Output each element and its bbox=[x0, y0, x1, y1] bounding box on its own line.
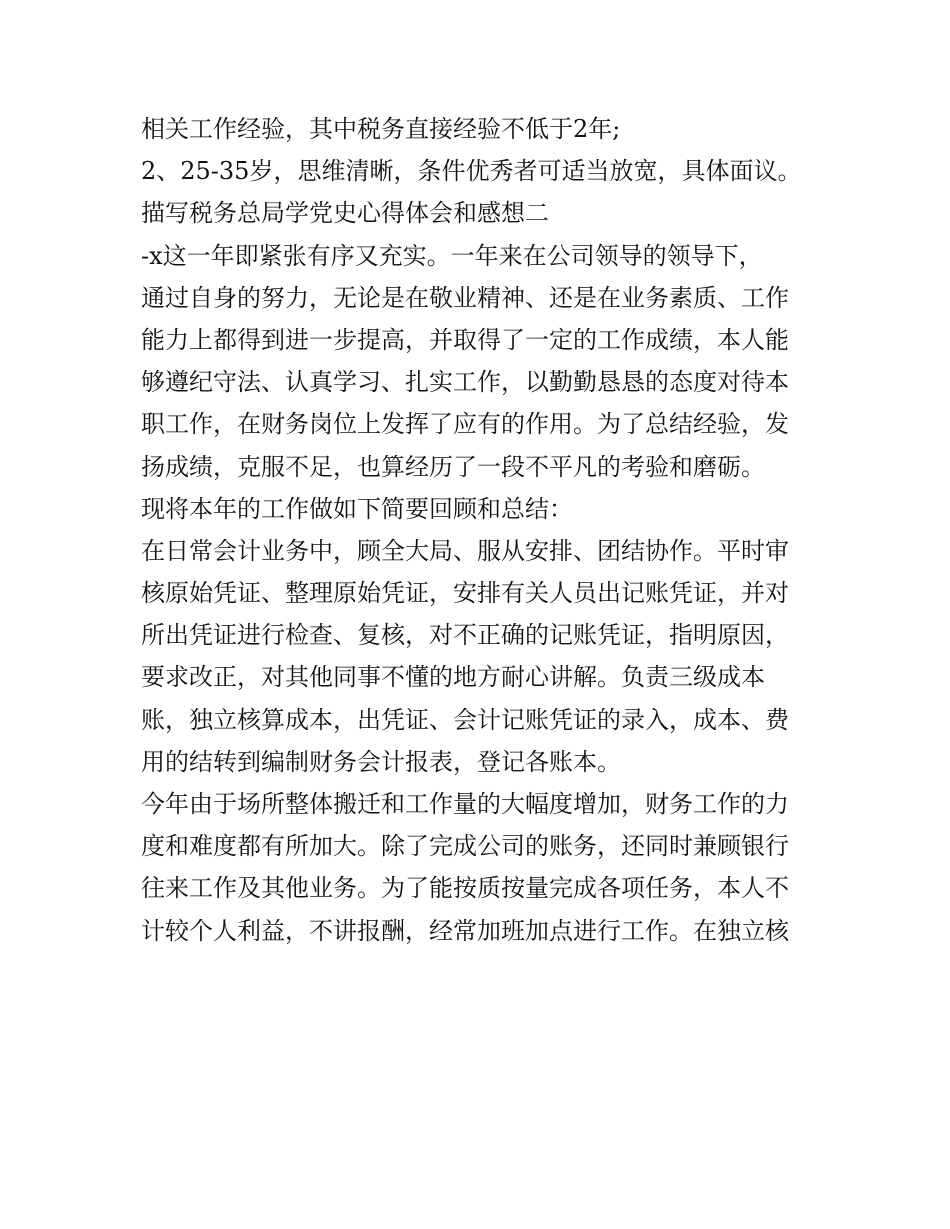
text-line: 扬成绩，克服不足，也算经历了一段不平凡的考验和磨砺。 bbox=[141, 452, 765, 481]
document-body bbox=[141, 108, 821, 952]
text-line: -x这一年即紧张有序又充实。一年来在公司领导的领导下， bbox=[141, 241, 763, 270]
text-line: 核原始凭证、整理原始凭证，安排有关人员出记账凭证，并对 bbox=[141, 579, 789, 608]
section-heading: 描写税务总局学党史心得体会和感想二 bbox=[141, 199, 549, 228]
text-line: 2、25-35岁，思维清晰，条件优秀者可适当放宽，具体面议。 bbox=[141, 157, 802, 186]
text-line: 够遵纪守法、认真学习、扎实工作，以勤勤恳恳的态度对待本 bbox=[141, 368, 789, 397]
text-line: 在日常会计业务中，顾全大局、服从安排、团结协作。平时审 bbox=[141, 536, 789, 565]
text-line: 能力上都得到进一步提高，并取得了一定的工作成绩，本人能 bbox=[141, 325, 789, 354]
text-line: 现将本年的工作做如下简要回顾和总结： bbox=[141, 494, 573, 523]
text-line: 相关工作经验，其中税务直接经验不低于2年; bbox=[141, 115, 621, 143]
text-line: 计较个人利益，不讲报酬，经常加班加点进行工作。在独立核 bbox=[141, 916, 789, 945]
text-line: 通过自身的努力，无论是在敬业精神、还是在业务素质、工作 bbox=[141, 283, 789, 312]
text-line: 用的结转到编制财务会计报表，登记各账本。 bbox=[141, 747, 621, 776]
text-line: 账，独立核算成本，出凭证、会计记账凭证的录入，成本、费 bbox=[141, 705, 789, 734]
text-line: 往来工作及其他业务。为了能按质按量完成各项任务，本人不 bbox=[141, 874, 789, 903]
text-line: 今年由于场所整体搬迁和工作量的大幅度增加，财务工作的力 bbox=[141, 790, 789, 818]
text-line: 所出凭证进行检查、复核，对不正确的记账凭证，指明原因， bbox=[141, 621, 789, 650]
text-line: 职工作，在财务岗位上发挥了应有的作用。为了总结经验，发 bbox=[141, 410, 789, 439]
text-line: 度和难度都有所加大。除了完成公司的账务，还同时兼顾银行 bbox=[141, 832, 789, 861]
text-line: 要求改正，对其他同事不懂的地方耐心讲解。负责三级成本 bbox=[141, 663, 765, 692]
